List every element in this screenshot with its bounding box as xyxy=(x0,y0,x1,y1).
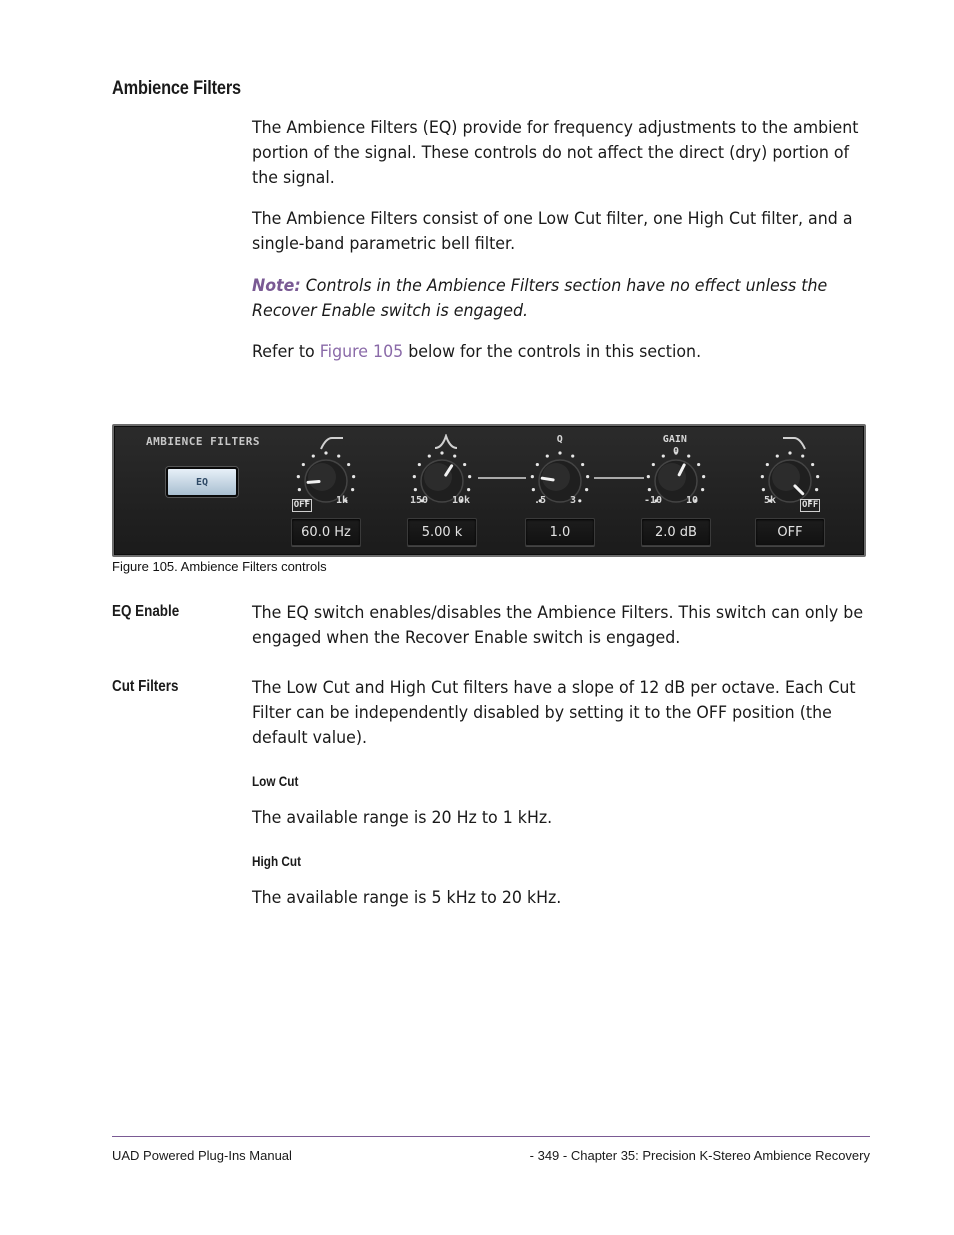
section-title: Ambience Filters xyxy=(112,78,241,99)
eq-enable-text: The EQ switch enables/disables the Ambience Filters. This switch can only be engaged when the Recover Enable switch is engaged. xyxy=(252,603,864,648)
footer-divider xyxy=(112,1136,870,1137)
gain-readout[interactable]: 2.0 dB xyxy=(641,518,711,546)
low-cut-min-label: OFF xyxy=(293,500,310,510)
low-cut-label: Low Cut xyxy=(252,773,299,789)
cut-filters-text: The Low Cut and High Cut filters have a slope of 12 dB per octave. Each Cut Filter can be independently disabled by setting it to the OFF position (the default value). xyxy=(252,678,856,748)
filters-overview-paragraph: The Ambience Filters consist of one Low Cut filter, one High Cut filter, and a single-band parametric bell filter. xyxy=(252,209,853,254)
bell-freq-max-label: 10k xyxy=(452,495,471,506)
high-cut-min-label: 5k xyxy=(763,495,776,506)
high-cut-text: The available range is 5 kHz to 20 kHz. xyxy=(252,888,562,908)
gain-top-label: 0 xyxy=(673,446,680,457)
eq-enable-label: EQ Enable xyxy=(112,603,180,620)
high-cut-readout[interactable]: OFF xyxy=(755,518,825,546)
low-cut-shape-icon xyxy=(320,436,344,450)
q-min-label: .5 xyxy=(533,495,546,506)
figure-link[interactable]: Figure 105 xyxy=(319,342,404,362)
high-cut-label: High Cut xyxy=(252,853,301,869)
refer-prefix: Refer to xyxy=(252,342,320,362)
refer-paragraph xyxy=(252,340,871,365)
panel-title: AMBIENCE FILTERS xyxy=(146,435,260,448)
note-label: Note: xyxy=(252,276,301,296)
bell-freq-readout[interactable]: 5.00 k xyxy=(407,518,477,546)
refer-suffix: below for the controls in this section. xyxy=(403,342,702,362)
q-readout[interactable]: 1.0 xyxy=(525,518,595,546)
bell-shape-icon xyxy=(434,434,458,450)
gain-header-label: GAIN xyxy=(662,434,687,445)
low-cut-text: The available range is 20 Hz to 1 kHz. xyxy=(252,808,553,828)
bell-link-line-2 xyxy=(594,477,644,479)
figure-caption: Figure 105. Ambience Filters controls xyxy=(112,559,327,574)
high-cut-shape-icon xyxy=(782,436,806,450)
low-cut-max-label: 1k xyxy=(336,495,349,506)
intro-paragraph: The Ambience Filters (EQ) provide for frequency adjustments to the ambient portion of the signal. These controls do not affect the direct (dry) portion of the signal. xyxy=(252,118,859,188)
ambience-filters-panel xyxy=(112,424,866,557)
bell-freq-min-label: 150 xyxy=(409,495,428,506)
eq-enable-button[interactable]: EQ xyxy=(166,467,238,497)
cut-filters-label: Cut Filters xyxy=(112,678,179,695)
bell-link-line-1 xyxy=(478,477,526,479)
high-cut-max-label: OFF xyxy=(802,500,819,510)
note-text: Controls in the Ambience Filters section have no effect unless the Recover Enable switch is engaged. xyxy=(252,276,828,321)
q-header-label: Q xyxy=(556,434,563,445)
q-max-label: 3 xyxy=(570,495,577,506)
footer-page-chapter: - 349 - Chapter 35: Precision K-Stereo Ambience Recovery xyxy=(529,1148,870,1163)
gain-min-label: -10 xyxy=(643,495,662,506)
footer-manual-title: UAD Powered Plug-Ins Manual xyxy=(112,1148,292,1163)
gain-max-label: 10 xyxy=(686,495,699,506)
note-paragraph xyxy=(252,274,871,324)
low-cut-readout[interactable]: 60.0 Hz xyxy=(291,518,361,546)
